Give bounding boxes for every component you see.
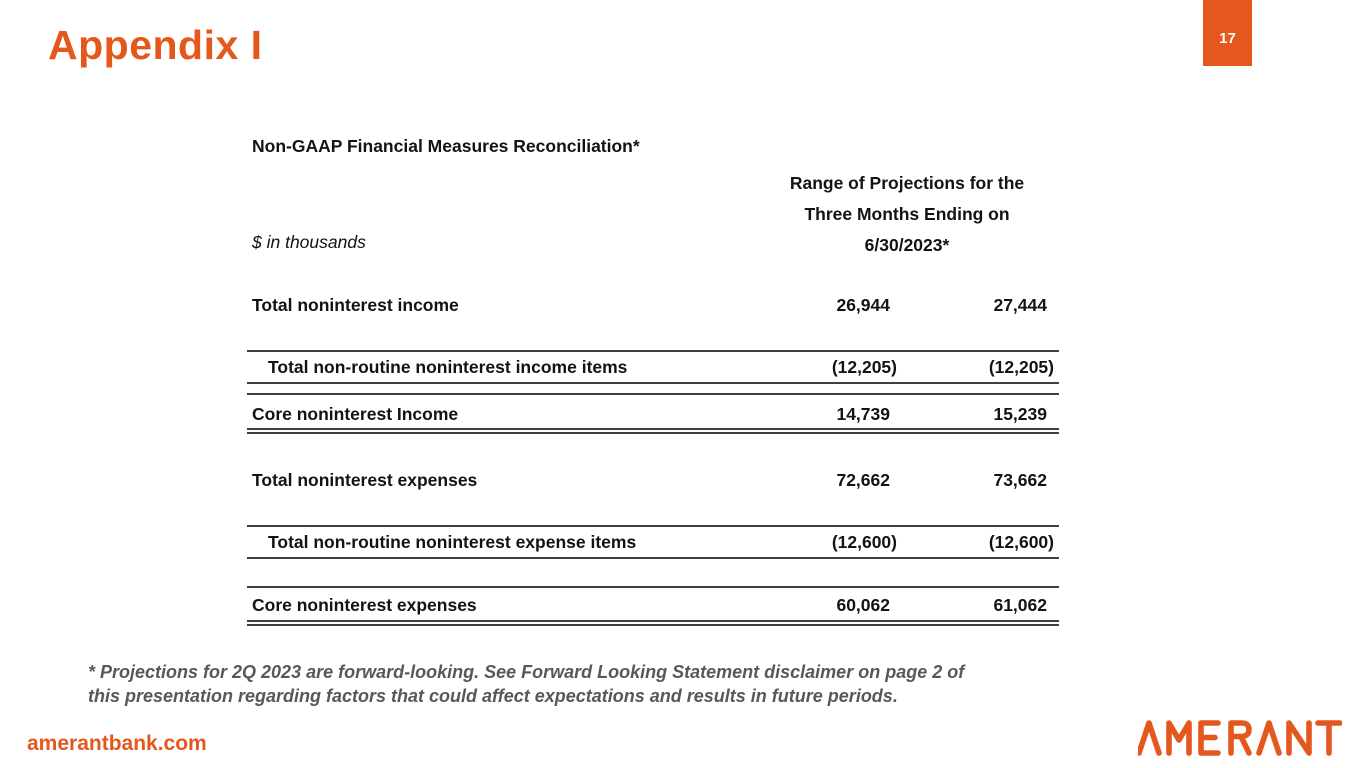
- row-value-low: 14,739: [836, 404, 890, 424]
- table-rule: [247, 428, 1059, 430]
- row-value-high: (12,205): [988, 357, 1054, 377]
- footnote-line-2: this presentation regarding factors that could affect expectations and results in future periods.: [88, 686, 898, 706]
- page-number: 17: [1219, 29, 1236, 47]
- table-rule: [247, 525, 1059, 527]
- row-label: Total non-routine noninterest income items: [268, 357, 628, 377]
- units-note: $ in thousands: [252, 232, 366, 252]
- row-value-low: (12,600): [831, 532, 897, 552]
- row-value-low: 72,662: [836, 470, 890, 490]
- footnote-line-1: * Projections for 2Q 2023 are forward-looking. See Forward Looking Statement disclaimer on page 2 of: [88, 662, 965, 682]
- table-rule: [247, 393, 1059, 395]
- row-label: Core noninterest Income: [252, 404, 459, 424]
- table-rule: [247, 382, 1059, 384]
- column-header: [752, 168, 1062, 261]
- column-header-line-2: Three Months Ending on: [804, 204, 1010, 224]
- table-rule: [247, 350, 1059, 352]
- row-label: Total noninterest expenses: [252, 470, 478, 490]
- table-title: Non-GAAP Financial Measures Reconciliation*: [252, 136, 640, 156]
- footnote: [88, 660, 1238, 708]
- table-row: [247, 594, 1059, 616]
- row-value-high: 27,444: [993, 295, 1047, 315]
- table-row: [247, 294, 1059, 316]
- table-rule: [247, 624, 1059, 626]
- table-row: [247, 403, 1059, 425]
- row-value-low: 60,062: [836, 595, 890, 615]
- table-rule: [247, 620, 1059, 622]
- row-value-low: (12,205): [831, 357, 897, 377]
- column-header-line-3: 6/30/2023*: [864, 235, 950, 255]
- column-header-line-1: Range of Projections for the: [789, 173, 1025, 193]
- page-title: Appendix I: [48, 22, 263, 68]
- row-label: Total noninterest income: [252, 295, 459, 315]
- page-number-badge: [1203, 0, 1252, 66]
- row-value-high: 15,239: [993, 404, 1047, 424]
- table-row: [247, 469, 1059, 491]
- row-label: Total non-routine noninterest expense items: [268, 532, 637, 552]
- row-value-high: 61,062: [993, 595, 1047, 615]
- table-rule: [247, 432, 1059, 434]
- table-rule: [247, 586, 1059, 588]
- table-row: [247, 531, 1059, 553]
- amerant-logo: [1138, 719, 1342, 757]
- row-value-low: 26,944: [836, 295, 890, 315]
- row-value-high: 73,662: [993, 470, 1047, 490]
- table-row: [247, 356, 1059, 378]
- row-value-high: (12,600): [988, 532, 1054, 552]
- row-label: Core noninterest expenses: [252, 595, 477, 615]
- financial-table: [247, 128, 1059, 633]
- website-link[interactable]: amerantbank.com: [27, 732, 207, 755]
- table-rule: [247, 557, 1059, 559]
